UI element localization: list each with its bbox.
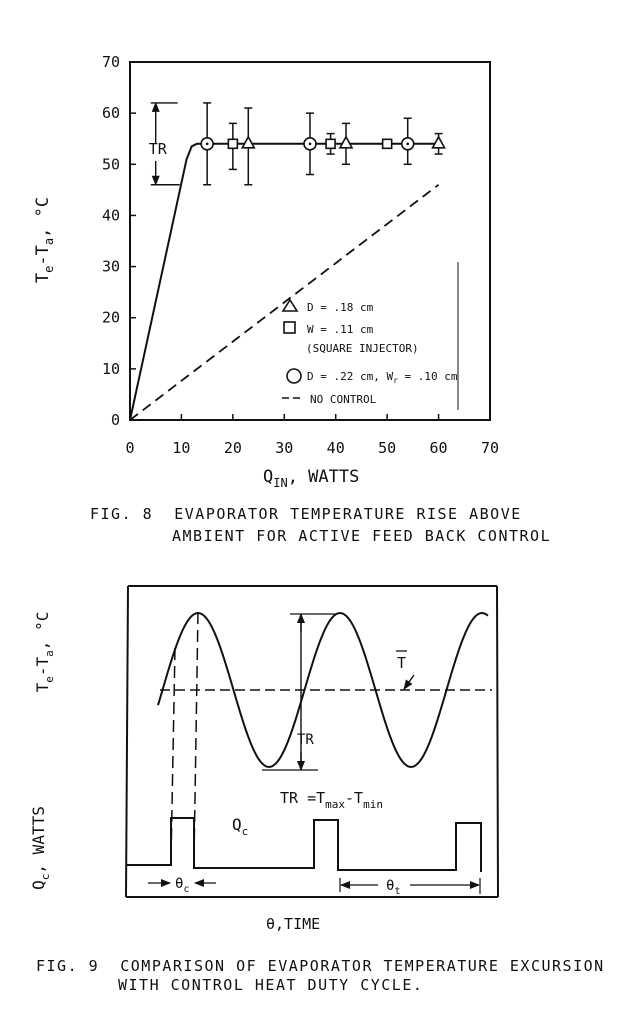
- circle-data-point: [201, 103, 213, 185]
- fig8-y-axis-label: $T_e-T_a$, °C: [33, 196, 56, 284]
- fig9-theta-t-label: $\theta_t$: [386, 878, 401, 897]
- y-tick-label: 10: [101, 359, 120, 378]
- square-data-point: [228, 123, 237, 169]
- legend-triangle-label: D = .18 cm: [307, 301, 374, 314]
- square-data-point: [383, 139, 392, 148]
- x-tick-label: 60: [429, 439, 448, 457]
- fig9-y-axis-label-temperature: $T_e-T_a$, °C: [33, 611, 56, 693]
- fig9-frame-right: [497, 586, 498, 897]
- fig9-mean-arrow: [404, 675, 414, 689]
- y-tick-label: 50: [101, 155, 120, 174]
- y-tick-label: 60: [101, 104, 120, 123]
- legend-square-label: W = .11 cm: [307, 323, 374, 336]
- y-tick-label: 20: [101, 308, 120, 327]
- fig9-tr-label: TR: [297, 732, 314, 748]
- circle-marker-dot: [206, 143, 209, 146]
- circle-data-point: [402, 118, 414, 164]
- triangle-data-point: [242, 108, 254, 185]
- y-tick-label: 30: [101, 257, 120, 276]
- y-tick-label: 0: [110, 411, 120, 429]
- circle-marker-dot: [309, 143, 312, 146]
- circle-data-point: [304, 113, 316, 174]
- triangle-data-point: [433, 134, 445, 154]
- fig8-tr-annotation: [149, 103, 180, 185]
- legend-circle-label: D = .22 cm, $W_r = .10$ cm: [307, 370, 458, 385]
- fig8-chart: [33, 53, 499, 490]
- fig9-heat-duty-wave: [126, 818, 481, 872]
- fig8-caption-line1: FIG. 8 EVAPORATOR TEMPERATURE RISE ABOVE: [90, 505, 522, 523]
- fig9-dashed-drop-left: [171, 648, 175, 860]
- x-tick-label: 30: [275, 439, 294, 457]
- square-data-point: [326, 134, 335, 154]
- triangle-marker: [433, 137, 445, 148]
- fig9-x-axis-label: θ,TIME: [266, 915, 321, 933]
- fig9-tr-equation: TR $=T_{max}-T_{min}$: [280, 789, 383, 811]
- x-tick-label: 20: [223, 439, 242, 457]
- triangle-marker: [340, 137, 352, 148]
- y-tick-label: 40: [101, 206, 120, 225]
- fig8-caption-line2: AMBIENT FOR ACTIVE FEED BACK CONTROL: [172, 527, 552, 545]
- triangle-marker: [242, 137, 254, 148]
- fig9-frame-left: [126, 586, 128, 897]
- fig8-tr-label: TR: [148, 139, 167, 158]
- square-marker: [383, 139, 392, 148]
- fig9-caption-line1: FIG. 9 COMPARISON OF EVAPORATOR TEMPERATURE EXCURSION: [36, 957, 605, 975]
- circle-marker-dot: [406, 143, 409, 146]
- square-marker: [228, 139, 237, 148]
- fig9-mean-label: T: [397, 654, 407, 672]
- fig9-y-axis-label-heat: $Q_c$, WATTS: [29, 806, 52, 890]
- x-tick-label: 0: [125, 439, 135, 457]
- fig9-caption-line2: WITH CONTROL HEAT DUTY CYCLE.: [118, 976, 424, 994]
- legend-circle-marker: [287, 369, 301, 383]
- fig9-theta-c-label: $\theta_c$: [175, 876, 190, 895]
- x-tick-label: 10: [172, 439, 191, 457]
- fig9-chart: [29, 586, 498, 933]
- square-marker: [326, 139, 335, 148]
- legend-square-marker: [284, 322, 295, 333]
- x-tick-label: 70: [480, 439, 500, 457]
- legend-square-note: (SQUARE INJECTOR): [306, 342, 419, 355]
- x-tick-label: 40: [326, 439, 345, 457]
- triangle-data-point: [340, 123, 352, 164]
- legend-dash-label: NO CONTROL: [310, 393, 377, 406]
- x-tick-label: 50: [378, 439, 397, 457]
- fig8-x-axis-label: $Q_{IN}$, WATTS: [263, 467, 360, 490]
- fig9-qc-label: $Q_c$: [232, 815, 249, 838]
- y-tick-label: 70: [101, 53, 120, 71]
